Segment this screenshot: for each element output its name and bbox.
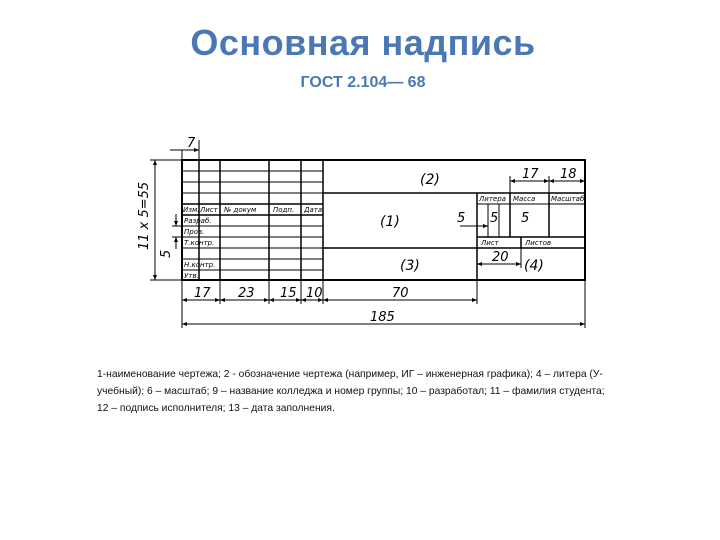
dim-5-b: 5 [490, 211, 499, 226]
page-title: Основная надпись [190, 22, 536, 63]
header-list: Лист [200, 206, 218, 214]
dim-15: 15 [280, 286, 297, 301]
dim-5-a: 5 [457, 211, 466, 226]
dim-20: 20 [492, 250, 509, 265]
header-litera: Литера [479, 195, 506, 203]
legend-caption [97, 366, 657, 417]
label-listov: Листов [525, 239, 552, 247]
caption-line: учебный); 6 – масштаб; 9 – название колледжа и номер группы; 10 – разработал; 11 – фамилия студента; [97, 386, 605, 397]
field-label-4: (4) [524, 258, 544, 274]
dim-10: 10 [306, 286, 323, 301]
caption-line: 12 – подпись исполнителя; 13 – дата заполнения. [97, 403, 335, 414]
dim-70: 70 [392, 286, 409, 301]
label-list: Лист [481, 239, 499, 247]
caption-line: 1-наименование чертежа; 2 - обозначение чертежа (например, ИГ – инженерная графика); 4 – литера (У- [97, 369, 603, 380]
standard-subtitle: ГОСТ 2.104— 68 [300, 74, 426, 91]
header-izm: Изм. [183, 206, 200, 214]
dim-17-top: 17 [522, 167, 539, 182]
header-data: Дата [304, 206, 323, 214]
dim-5-left: 5 [159, 249, 174, 258]
dim-23: 23 [238, 286, 255, 301]
row-utv: Утв. [184, 272, 199, 280]
dimension-lines [150, 140, 585, 328]
field-label-3: (3) [400, 258, 420, 274]
header-podp: Подп. [273, 206, 295, 214]
dim-rows: 11 x 5=55 [137, 181, 152, 250]
dim-5-c: 5 [521, 211, 530, 226]
header-doc: № докум [224, 206, 257, 214]
field-label-1: (1) [380, 214, 400, 230]
field-label-2: (2) [420, 172, 440, 188]
dim-18: 18 [560, 167, 577, 182]
dim-17-bottom: 17 [194, 286, 211, 301]
row-prov: Пров. [184, 228, 205, 236]
row-nkontr: Н.контр. [184, 261, 216, 269]
header-masshtab: Масштаб [551, 195, 585, 203]
dim-185: 185 [370, 310, 395, 325]
header-massa: Масса [513, 195, 536, 203]
row-tkontr: Т.контр. [184, 239, 215, 247]
dim-7: 7 [187, 136, 196, 151]
row-razrab: Разраб. [184, 217, 212, 225]
